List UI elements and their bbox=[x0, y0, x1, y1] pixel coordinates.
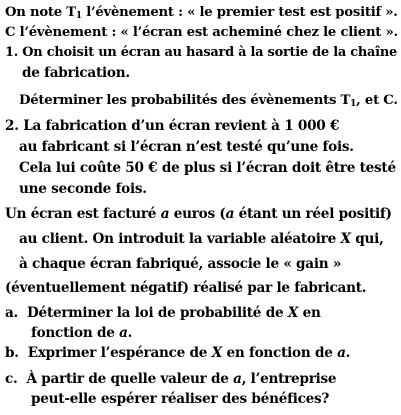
intro-line-1 bbox=[5, 6, 398, 19]
variable-a: a bbox=[337, 345, 346, 361]
subquestion-text: . bbox=[345, 345, 351, 361]
question-text: , et C. bbox=[356, 93, 398, 108]
subquestion-text: Exprimer l’espérance de bbox=[27, 345, 212, 361]
subquestion-text: , l’entreprise bbox=[241, 371, 337, 387]
paragraph-line-1 bbox=[5, 208, 392, 222]
paragraph-text: euros ( bbox=[169, 206, 226, 222]
paragraph-line-4: (éventuellement négatif) réalisé par le fabricant. bbox=[5, 280, 367, 296]
intro-text: On note T bbox=[5, 5, 76, 20]
question-1-line-1 bbox=[5, 47, 397, 60]
variable-a: a bbox=[119, 325, 128, 341]
subquestion-text: Déterminer la loi de probabilité de bbox=[27, 305, 288, 321]
subquestion-text: en bbox=[298, 305, 321, 321]
paragraph-line-2 bbox=[19, 233, 384, 247]
question-2-line-4: une seconde fois. bbox=[19, 181, 147, 197]
variable-a: a bbox=[233, 371, 242, 387]
subscript: 1 bbox=[350, 99, 357, 109]
question-2-line-1 bbox=[5, 120, 339, 134]
question-text: On choisit un écran au hasard à la sortie de la chaîne bbox=[22, 45, 397, 60]
subquestion-label: b. bbox=[5, 345, 19, 361]
subquestion-label: c. bbox=[5, 371, 18, 387]
intro-line-2: C l’évènement : « l’écran est acheminé chez le client ». bbox=[5, 25, 398, 40]
paragraph-text: Un écran est facturé bbox=[5, 206, 161, 222]
subquestion-a-line-2 bbox=[31, 327, 132, 341]
variable-x: X bbox=[287, 305, 299, 321]
paragraph-text: au client. On introduit la variable aléatoire bbox=[19, 231, 341, 247]
paragraph-text: qui, bbox=[350, 231, 384, 247]
subquestion-c-line-2: peut-elle espérer réaliser des bénéfices? bbox=[31, 391, 330, 407]
variable-x: X bbox=[211, 345, 223, 361]
subquestion-c-line-1 bbox=[5, 373, 336, 387]
question-number: 2. bbox=[5, 118, 19, 134]
variable-a: a bbox=[225, 206, 235, 222]
subquestion-text: fonction de bbox=[31, 325, 120, 341]
question-text: Déterminer les probabilités des évènements T bbox=[19, 93, 351, 108]
subscript: 1 bbox=[75, 11, 82, 21]
subquestion-text: . bbox=[127, 325, 133, 341]
subquestion-text: À partir de quelle valeur de bbox=[26, 371, 234, 387]
question-2-line-2: au fabricant si l’écran n’est testé qu’une fois. bbox=[19, 139, 354, 155]
question-text: La fabrication d’un écran revient à 1 000 € bbox=[23, 118, 340, 134]
subquestion-text: en fonction de bbox=[222, 345, 338, 361]
subquestion-label: a. bbox=[5, 305, 19, 321]
subquestion-b-line-1 bbox=[5, 347, 350, 361]
question-1-line-3 bbox=[19, 94, 398, 107]
variable-a: a bbox=[160, 206, 170, 222]
variable-x: X bbox=[340, 231, 351, 247]
paragraph-line-3: à chaque écran fabriqué, associe le « gain » bbox=[19, 256, 342, 272]
question-number: 1. bbox=[5, 45, 19, 60]
subquestion-a-line-1 bbox=[5, 307, 321, 321]
question-1-line-2: de fabrication. bbox=[22, 65, 130, 81]
paragraph-text: étant un réel positif) bbox=[234, 206, 392, 222]
intro-text: l’évènement : « le premier test est positif ». bbox=[81, 5, 398, 20]
question-2-line-3: Cela lui coûte 50 € de plus si l’écran doit être testé bbox=[19, 160, 396, 176]
